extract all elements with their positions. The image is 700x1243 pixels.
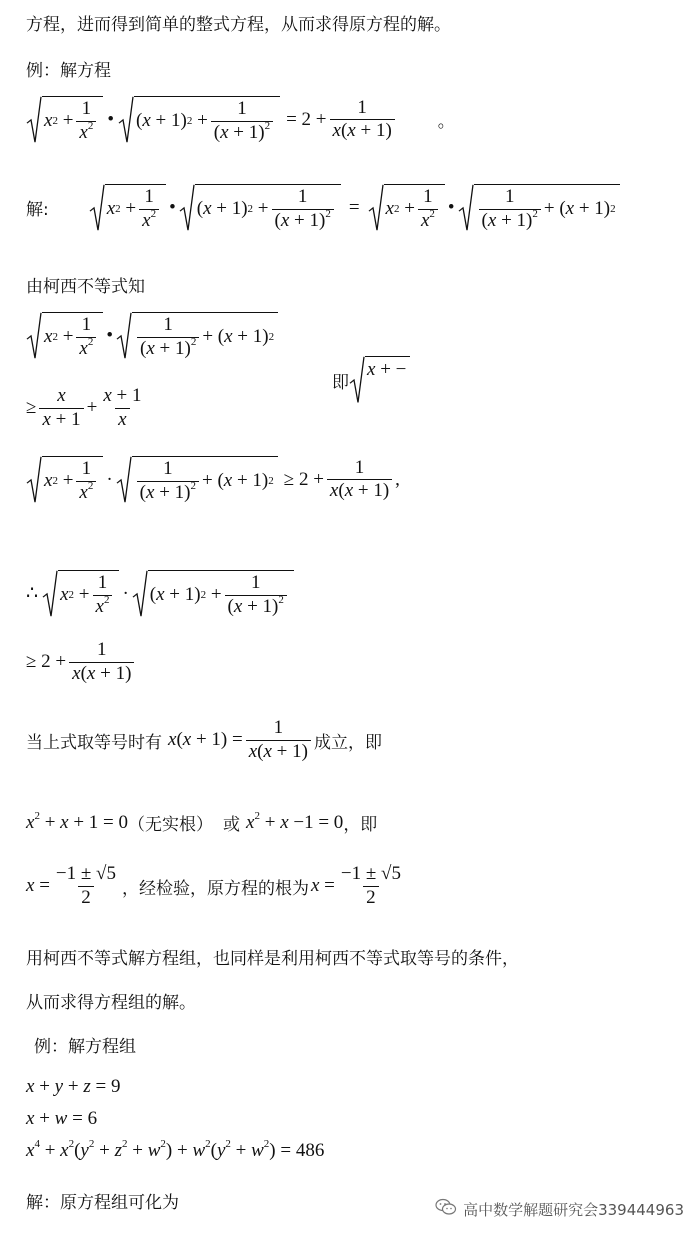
cauchy-inequality: x 2 + $\frac{1}{x^2}$ · $\frac{1}{(x + 1)^2}$ + ( x + 1) 2 ≥ 2 + $\frac{1}{x(x + 1)}$ , (26, 456, 400, 504)
geq2-a: ≥ 2 + (283, 468, 324, 490)
therefore-line: ∴ x 2 + $\frac{1}{x^2}$ · ( x + 1) 2 + $\frac{1}{(x + 1)^2}$ (26, 570, 294, 618)
ji-fragment: 即 x + − (332, 356, 410, 404)
watermark-text: 高中数学解题研究会339444963 (463, 1200, 684, 1219)
therefore-symbol: ∴ (26, 583, 39, 605)
system-eq-3: $x^4 + x^2(y^2 + z^2 + w^2) + w^2(y^2 + w^2) = 486$ (26, 1138, 325, 1161)
equation-1: x 2 + $\frac{1}{x^2}$ • ( x + 1) 2 + $\frac{1}{(x + 1)^2}$ = 2 + $\frac{1}{x(x + 1)}$ 。 (26, 96, 455, 144)
equal-sign: = (348, 196, 360, 218)
eq1-rhs: = 2 + (286, 108, 327, 130)
paragraph-2: 从而求得方程组的解。 (26, 993, 196, 1013)
eq1-period: 。 (437, 112, 455, 133)
system-eq-2: x + w = 6 (26, 1108, 98, 1129)
ji-label: 即 (332, 372, 349, 393)
comma: , (395, 468, 400, 490)
geq2-b: ≥ 2 + (26, 651, 67, 673)
paragraph-1: 用柯西不等式解方程组，也同样是利用柯西不等式取等号的条件， (26, 949, 519, 969)
equality-text-before: 当上式取等号时有 (26, 732, 162, 753)
cauchy-product: x 2 + $\frac{1}{x^2}$ • $\frac{1}{(x + 1)^2}$ + ( x + 1) 2 (26, 312, 278, 360)
intro-line: 方程，进而得到简单的整式方程，从而求得原方程的解。 (26, 15, 451, 35)
example1-label: 例：解方程 (26, 61, 111, 81)
final-label: 解：原方程组可化为 (26, 1193, 179, 1213)
quadratic-line: $x^2 + x + 1 = 0$ （无实根） 或 $x^2 + x -1 = 0$ ，即 (26, 809, 378, 835)
solution-label: 解: (26, 200, 49, 221)
wechat-icon (435, 1198, 457, 1220)
geq-line: ≥ 2 + $\frac{1}{x(x + 1)}$ (26, 640, 137, 685)
system-eq-1: x + y + z = 9 (26, 1076, 121, 1097)
geq-fraction-sum: ≥ $\frac{x}{x + 1}$ + $\frac{x + 1}{x}$ (26, 385, 142, 430)
sys-eq1-rhs: 9 (110, 1076, 121, 1097)
sys-eq3-rhs: 486 (295, 1140, 325, 1161)
watermark (435, 1198, 684, 1220)
sys-eq2-rhs: 6 (87, 1108, 98, 1129)
check-text: ，经检验，原方程的根为 (121, 878, 309, 899)
ji-comma-text: ，即 (343, 815, 378, 835)
or-text: 或 (223, 815, 241, 835)
equality-condition: 当上式取等号时有 x(x + 1) = $\frac{1}{x(x + 1)}$ 成立，即 (26, 717, 382, 762)
roots-line: x = $\frac{-1 \pm √5}{2}$ ，经检验，原方程的根为 x = $\frac{-1 \pm √5}{2}$ (26, 863, 401, 908)
solution-equation: 解: x 2 + $\frac{1}{x^2}$ • ( x + 1) 2 + $\frac{1}{(x + 1)^2}$ = x 2 + $\frac{1}{x^2}$ • $\frac{1}{(x + 1)^2}$ + ( x + 1) 2 (26, 184, 620, 232)
equality-text-after: 成立，即 (313, 732, 382, 753)
example2-label: 例：解方程组 (34, 1037, 136, 1057)
geq-symbol: ≥ (26, 397, 37, 419)
cauchy-label: 由柯西不等式知 (26, 277, 145, 297)
no-root-text: （无实根） (128, 815, 214, 835)
